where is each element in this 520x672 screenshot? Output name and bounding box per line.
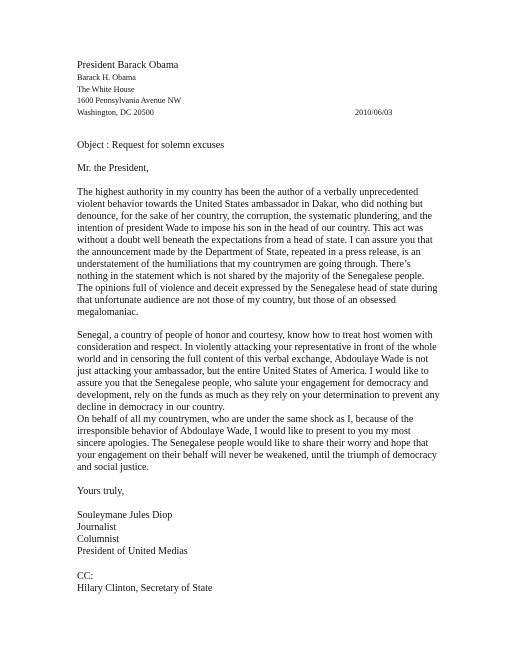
paragraph-line: decline in democracy in our country. bbox=[77, 402, 225, 413]
paragraph-line: violent behavior towards the United States ambassador in Dakar, who did nothing but bbox=[77, 199, 423, 210]
paragraph-line: assure you that the Senegalese people, who salute your engagement for democracy and bbox=[77, 378, 429, 389]
address-line-street: 1600 Pennsylvania Avenue NW bbox=[77, 96, 182, 106]
address-line-city: Washington, DC 20500 bbox=[77, 107, 154, 117]
paragraph-line: The highest authority in my country has been the author of a verbally unprecedented bbox=[77, 187, 419, 198]
paragraph-line: and social justice. bbox=[77, 462, 150, 473]
letter-salutation: Mr. the President, bbox=[77, 163, 149, 174]
paragraph-line: without a doubt well beneath the expectations from a head of state. I can assure you that bbox=[77, 235, 433, 246]
paragraph-line: that unfortunate audience are not those of my country, but those of an obsessed bbox=[77, 295, 396, 306]
signature-role-columnist: Columnist bbox=[77, 534, 120, 545]
signature-role-journalist: Journalist bbox=[77, 522, 117, 533]
paragraph-2 bbox=[77, 330, 463, 414]
paragraph-line: sincere apologies. The Senegalese people would like to share their worry and hope that bbox=[77, 438, 429, 449]
paragraph-3 bbox=[77, 414, 463, 474]
signature-block bbox=[77, 510, 463, 558]
cc-block bbox=[77, 571, 463, 595]
paragraph-line: megalomaniac. bbox=[77, 307, 139, 318]
paragraph-line: your engagement on their behalf will never be weakened, until the triumph of democracy bbox=[77, 450, 437, 461]
address-line-name: Barack H. Obama bbox=[77, 73, 136, 82]
recipient-title: President Barack Obama bbox=[77, 60, 179, 71]
paragraph-line: development, rely on the funds as much as they rely on your determination to prevent any bbox=[77, 390, 440, 401]
paragraph-line: Senegal, a country of people of honor and courtesy, know how to treat host women with bbox=[77, 330, 433, 341]
paragraph-line: intention of president Wade to impose his son in the head of our country. This act was bbox=[77, 223, 424, 234]
address-line-building: The White House bbox=[77, 84, 135, 94]
paragraph-1 bbox=[77, 187, 463, 319]
paragraph-line: denounce, for the sake of her country, the corruption, the systematic plundering, and the bbox=[77, 211, 433, 222]
paragraph-line: irresponsible behavior of Abdoulaye Wade, I would like to present to you my most bbox=[77, 426, 411, 437]
paragraph-line: world and in censoring the full content of this verbal exchange, Abdoulaye Wade is not bbox=[77, 354, 429, 365]
paragraph-line: the announcement made by the Department of State, repeated in a press release, is an bbox=[77, 247, 421, 258]
letter-closing: Yours truly, bbox=[77, 486, 125, 497]
paragraph-line: consideration and respect. In violently attacking your representative in front of the whole bbox=[77, 342, 437, 353]
paragraph-line: nothing in the statement which is not shared by the majority of the Senegalese people. bbox=[77, 271, 425, 282]
letter-object: Object : Request for solemn excuses bbox=[77, 140, 225, 151]
cc-label: CC: bbox=[77, 571, 94, 582]
paragraph-line: just attacking your ambassador, but the entire United States of America. I would like to bbox=[77, 366, 429, 377]
paragraph-line: On behalf of all my countrymen, who are under the same shock as I, because of the bbox=[77, 414, 414, 425]
cc-recipient: Hilary Clinton, Secretary of State bbox=[77, 583, 213, 594]
signature-name: Souleymane Jules Diop bbox=[77, 510, 173, 521]
paragraph-line: The opinions full of violence and deceit expressed by the Senegalese head of state during bbox=[77, 283, 438, 294]
letter-body bbox=[77, 140, 463, 595]
letter-date: 2010/06/03 bbox=[355, 107, 393, 117]
signature-role-president: President of United Medias bbox=[77, 546, 188, 557]
paragraph-line: understatement of the humiliations that my countrymen are going through. There’s bbox=[77, 259, 411, 270]
